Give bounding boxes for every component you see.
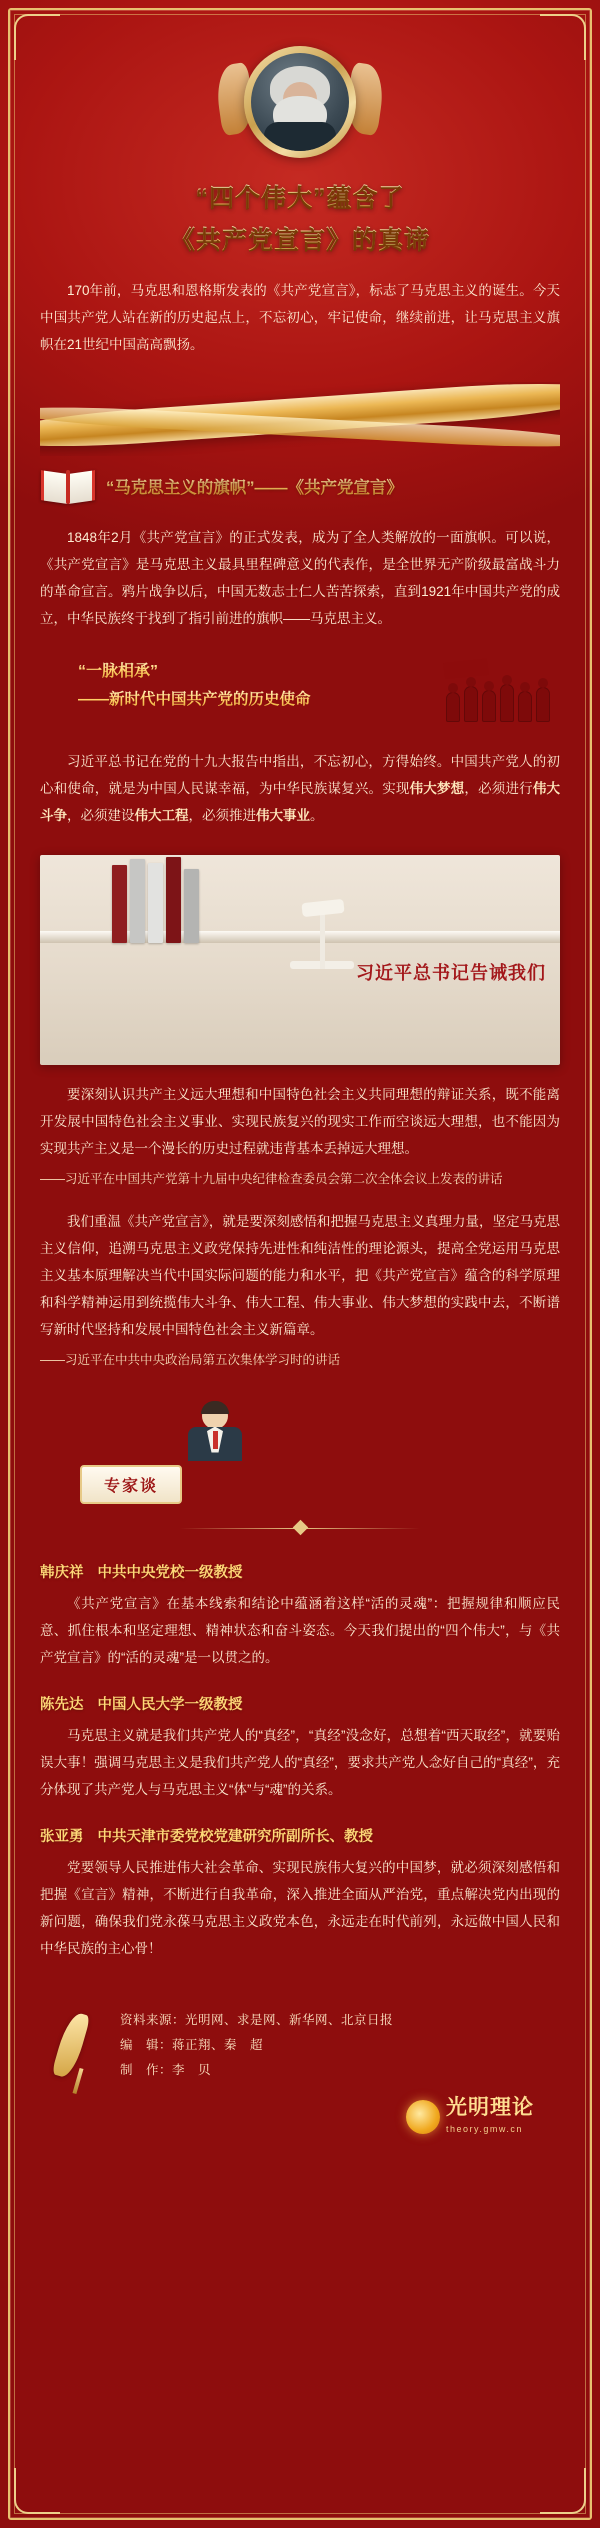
section-1-title: “马克思主义的旗帜”——《共产党宣言》 [106, 474, 403, 498]
quote-2-source: ——习近平在中共中央政治局第五次集体学习时的讲话 [40, 1352, 341, 1367]
shelf-overlay-title: 习近平总书记告诫我们 [356, 963, 546, 983]
book-item [112, 865, 127, 943]
expert-talk-badge: 专家谈 [80, 1465, 182, 1504]
expert-entry [40, 1693, 560, 1803]
expert-title: 中国人民大学一级教授 [97, 1696, 243, 1713]
section-2-header [40, 658, 560, 730]
expert-text: 党要领导人民推进伟大社会革命、实现民族伟大复兴的中国梦，就必须深刻感悟和把握《宣言》精神，不断进行自我革命，深入推进全面从严治党，重点解决党内出现的新问题，确保我们党永葆马克思主义政党本色，永远走在时代前列，永远做中国人民和中华民族的主心骨！ [40, 1859, 560, 1956]
desk-lamp-stem [320, 909, 325, 969]
portrait-image [251, 53, 349, 151]
quill-pen-icon [50, 2012, 106, 2098]
s2-part5: 。 [310, 808, 324, 823]
footer-editors: 编 辑：蒋正翔、秦 超 [120, 2037, 264, 2052]
crowd-with-flag-icon [440, 658, 560, 722]
crowd-figure [464, 686, 478, 722]
footer-producer: 制 作：李 贝 [120, 2062, 212, 2077]
quote-2-text: 我们重温《共产党宣言》，就是要深刻感悟和把握马克思主义真理力量，坚定马克思主义信仰，追溯马克思主义政党保持先进性和纯洁性的理论源头，提高全党运用马克思主义基本原理解决当代中国实际问题的能力和水平，把《共产党宣言》蕴含的科学原理和科学精神运用到统揽伟大斗争、伟大工程、伟大事业、伟大梦想的实践中去，不断谱写新时代坚持和发展中国特色社会主义新篇章。 [40, 1213, 560, 1337]
section-2-title-line-2: ——新时代中国共产党的历史使命 [78, 687, 560, 709]
open-book-icon [40, 466, 96, 506]
crowd-figure [446, 692, 460, 722]
book-item [148, 863, 163, 943]
crowd-figure [536, 687, 550, 722]
portrait-suit [264, 122, 336, 151]
expert-text: 马克思主义就是我们共产党人的“真经”，“真经”没念好，总想着“西天取经”，就要贻误大事！强调马克思主义是我们共产党人的“真经”，要求共产党人念好自己的“真经”，充分体现了共产党人与马克思主义“体”与“魂”的关系。 [40, 1727, 560, 1797]
s2-bold2: 伟大斗争 [40, 781, 561, 823]
speaker-hair [201, 1401, 229, 1414]
book-page-left [41, 470, 67, 504]
book-item [184, 869, 199, 943]
speaker-icon [180, 1403, 250, 1465]
intro-paragraph: 170年前，马克思和恩格斯发表的《共产党宣言》，标志了马克思主义的诞生。今天中国共产党人站在新的历史起点上，不忘初心，牢记使命，继续前进，让马克思主义旗帜在21世纪中国高高飘扬。 [40, 283, 560, 352]
corner-ornament-bottom-right [540, 2468, 586, 2514]
expert-title: 中共中央党校一级教授 [97, 1564, 243, 1581]
book-spine [66, 470, 70, 504]
expert-talk-header [40, 1403, 560, 1511]
content-column [0, 46, 600, 2158]
expert-name-row [40, 1693, 560, 1714]
logo-text [446, 2096, 556, 2119]
sun-icon [406, 2100, 440, 2134]
section-2-paragraph [40, 748, 560, 829]
s2-part2: ，必须进行 [464, 781, 533, 796]
ornament-divider [180, 1517, 420, 1539]
flag-icon [443, 657, 489, 681]
section-2-title-line-1: “一脉相承” [78, 658, 560, 681]
portrait-face [258, 62, 342, 146]
divider-diamond-icon [293, 1519, 309, 1535]
s2-bold1: 伟大梦想 [409, 781, 465, 796]
title-line-2: 《共产党宣言》的真谛 [40, 222, 560, 260]
footer-sources: 资料来源：光明网、求是网、新华网、北京日报 [120, 2012, 394, 2027]
site-logo[interactable] [406, 2096, 556, 2133]
s2-bold3: 伟大工程 [134, 808, 189, 823]
expert-name: 陈先达 [40, 1696, 84, 1713]
expert-entry [40, 1825, 560, 1962]
expert-text: 《共产党宣言》在基本线索和结论中蕴涵着这样“活的灵魂”：把握规律和顺应民意、抓住根本和坚定理想、精神状态和奋斗姿态。今天我们提出的“四个伟大”，与《共产党宣言》的“活的灵魂”是一以贯之的。 [40, 1595, 560, 1665]
gold-ribbon-divider [40, 382, 560, 456]
s2-bold4: 伟大事业 [256, 808, 310, 823]
page-title [40, 180, 560, 259]
section-1-header [40, 466, 560, 506]
section-1-paragraph: 1848年2月《共产党宣言》的正式发表，成为了全人类解放的一面旗帜。可以说，《共产党宣言》是马克思主义最具里程碑意义的代表作，是全世界无产阶级最富战斗力的革命宣言。鸦片战争以后，中国无数志士仁人苦苦探索，直到1921年中国共产党的成立，中华民族终于找到了指引前进的旗帜——马克思主义。 [40, 530, 560, 626]
quote-1-text: 要深刻认识共产主义远大理想和中国特色社会主义共同理想的辩证关系，既不能离开发展中国特色社会主义事业、实现民族复兴的现实工作而空谈远大理想，也不能因为实现共产主义是一个漫长的历史过程就违背基本丢掉远大理想。 [40, 1087, 560, 1156]
s2-part4: ，必须推进 [188, 808, 256, 823]
quill-nib [72, 2067, 83, 2093]
expert-name-row [40, 1561, 560, 1582]
quill-feather [51, 2010, 90, 2080]
book-item [130, 859, 145, 943]
logo-subtext: theory.gmw.cn [446, 2123, 523, 2134]
expert-entry [40, 1561, 560, 1671]
footer [40, 2008, 560, 2158]
expert-title: 中共天津市委党校党建研究所副所长、教授 [97, 1828, 373, 1845]
logo-main: 光明 [446, 2096, 490, 2120]
quote-1-source: ——习近平在中国共产党第十九届中央纪律检查委员会第二次全体会议上发表的讲话 [40, 1172, 503, 1186]
crowd-figure [518, 691, 532, 722]
book-page-right [69, 470, 95, 504]
bookshelf-photo [40, 855, 560, 1065]
book-item [166, 857, 181, 943]
title-line-1: “四个伟大”蕴含了 [40, 180, 560, 218]
crowd-figure [500, 684, 514, 722]
speaker-tie [213, 1431, 218, 1449]
corner-ornament-bottom-left [14, 2468, 60, 2514]
expert-name: 张亚勇 [40, 1828, 84, 1845]
s2-part1: 习近平总书记在党的十九大报告中指出，不忘初心，方得始终。中国共产党人的初心和使命，就是为中国人民谋幸福，为中华民族谋复兴。实现 [40, 754, 560, 796]
footer-credits [120, 2008, 560, 2083]
s2-part3: ，必须建设 [67, 808, 135, 823]
logo-accent: 理论 [490, 2096, 534, 2120]
expert-name-row [40, 1825, 560, 1846]
crowd-figure [482, 690, 496, 722]
marx-portrait [244, 46, 356, 158]
expert-name: 韩庆祥 [40, 1564, 84, 1581]
